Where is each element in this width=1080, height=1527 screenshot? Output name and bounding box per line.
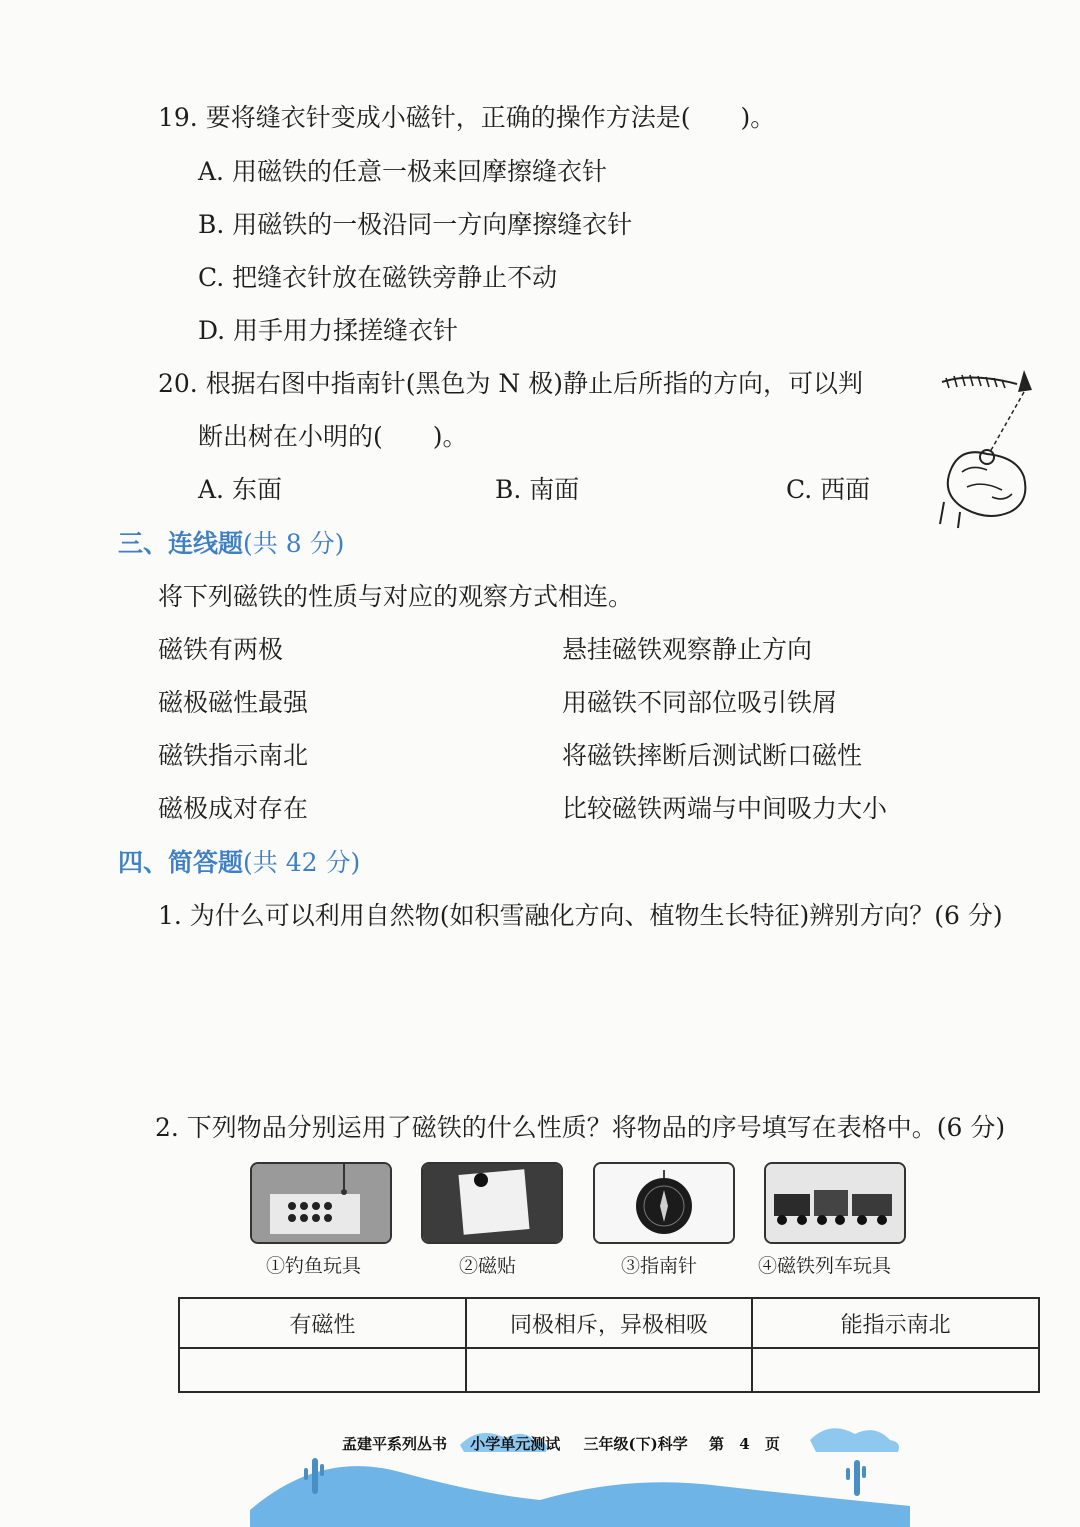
- short-answer-question-1: 1. 为什么可以利用自然物(如积雪融化方向、植物生长特征)辨别方向？(6 分): [158, 901, 1003, 930]
- q20-option-c: C. 西面: [786, 475, 871, 504]
- item-caption-compass: ③指南针: [621, 1255, 698, 1277]
- q19-option-a: A. 用磁铁的任意一极来回摩擦缝衣针: [198, 157, 607, 186]
- section-4-heading: [118, 843, 360, 879]
- match-left-item: 磁极成对存在: [158, 794, 309, 823]
- item-caption-fishing-toy: ①钓鱼玩具: [266, 1255, 362, 1277]
- footer-page-suffix: 页: [764, 1435, 780, 1453]
- magnetic-train-toy-photo: [764, 1162, 906, 1244]
- table-header-magnetism: 有磁性: [179, 1298, 466, 1348]
- match-left-item: 磁铁指示南北: [158, 741, 309, 770]
- q19-option-b: B. 用磁铁的一极沿同一方向摩擦缝衣针: [198, 210, 633, 239]
- q19-option-d: D. 用手用力揉搓缝衣针: [198, 316, 459, 345]
- footer-series: 孟建平系列丛书: [342, 1435, 448, 1453]
- question-19-stem: 19. 要将缝衣针变成小磁针，正确的操作方法是( )。: [158, 103, 776, 132]
- short-answer-question-2: 2. 下列物品分别运用了磁铁的什么性质？将物品的序号填写在表格中。(6 分): [155, 1113, 1006, 1142]
- section-4-score: (共 42 分): [243, 848, 361, 877]
- question-20-stem-line1: 20. 根据右图中指南针(黑色为 N 极)静止后所指的方向，可以判: [158, 369, 863, 398]
- match-right-item: 比较磁铁两端与中间吸力大小: [562, 794, 888, 823]
- answer-table: [178, 1297, 1040, 1393]
- section-3-instruction: 将下列磁铁的性质与对应的观察方式相连。: [158, 582, 634, 611]
- compass-photo: [593, 1162, 735, 1244]
- match-left-item: 磁铁有两极: [158, 635, 284, 664]
- footer-page-number: 4: [739, 1435, 750, 1453]
- answer-cell-poles-interaction[interactable]: [466, 1348, 753, 1392]
- boy-compass-tree-illustration: [932, 362, 1042, 532]
- match-right-item: 将磁铁摔断后测试断口磁性: [562, 741, 863, 770]
- section-3-title: 三、连线题: [118, 529, 244, 558]
- magnet-sticker-photo: [421, 1162, 563, 1244]
- footer-page-prefix: 第: [708, 1435, 724, 1453]
- section-3-score: (共 8 分): [243, 529, 345, 558]
- item-caption-train-toy: ④磁铁列车玩具: [758, 1255, 892, 1277]
- fishing-toy-photo: [250, 1162, 392, 1244]
- answer-cell-points-north-south[interactable]: [752, 1348, 1039, 1392]
- q20-option-a: A. 东面: [198, 475, 282, 504]
- section-4-title: 四、简答题: [118, 848, 244, 877]
- q19-option-c: C. 把缝衣针放在磁铁旁静止不动: [198, 263, 558, 292]
- match-right-item: 悬挂磁铁观察静止方向: [562, 635, 813, 664]
- answer-cell-magnetism[interactable]: [179, 1348, 466, 1392]
- footer-book: 小学单元测试: [470, 1435, 561, 1453]
- match-left-item: 磁极磁性最强: [158, 688, 309, 717]
- table-header-points-north-south: 能指示南北: [752, 1298, 1039, 1348]
- q20-option-b: B. 南面: [495, 475, 580, 504]
- footer: [342, 1433, 780, 1454]
- match-right-item: 用磁铁不同部位吸引铁屑: [562, 688, 838, 717]
- footer-grade: 三年级(下)科学: [583, 1435, 688, 1453]
- table-header-poles-interaction: 同极相斥，异极相吸: [466, 1298, 753, 1348]
- question-20-stem-line2: 断出树在小明的( )。: [198, 422, 468, 451]
- footer-wave-decoration: [250, 1410, 910, 1527]
- item-caption-magnet-sticker: ②磁贴: [459, 1255, 517, 1277]
- section-3-heading: [118, 524, 344, 560]
